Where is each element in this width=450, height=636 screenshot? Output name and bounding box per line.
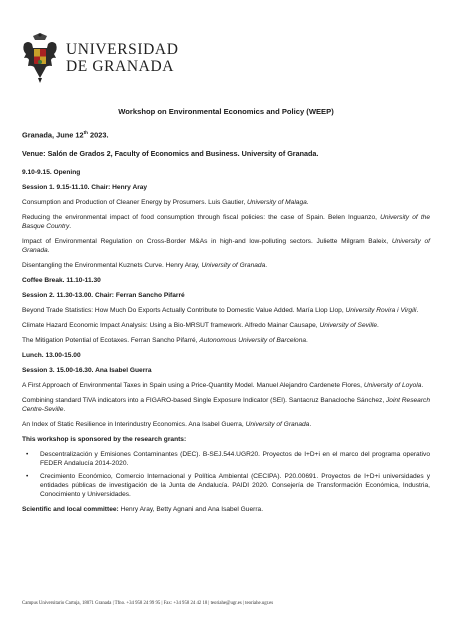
document-body: [22, 107, 430, 520]
grants-list: [22, 450, 430, 499]
sponsor-heading: This workshop is sponsored by the research grants:: [22, 436, 187, 444]
document-title: Workshop on Environmental Economics and Policy (WEEP): [118, 107, 334, 116]
talk-item: Reducing the environmental impact of food consumption through fiscal policies: the case of Spain. Belen Inguanzo, University of the Basque Country.: [22, 214, 430, 231]
committee: Scientific and local committee: Henry Aray, Betty Agnani and Ana Isabel Guerra.: [22, 506, 264, 514]
talk-item: A First Approach of Environmental Taxes in Spain using a Price-Quantity Model. Manuel Alejandro Cardenete Flores, University of Loyola.: [22, 382, 424, 390]
session-1-heading: Session 1. 9.15-11.10. Chair: Henry Aray: [22, 184, 148, 192]
talk-item: Impact of Environmental Regulation on Cross-Border M&As in high-and low-polluting sectors. Juliette Milgram Baleix, University of Granada.: [22, 238, 430, 255]
talk-item: Climate Hazard Economic Impact Analysis: Using a Bio-MRSUT framework. Alfredo Mainar Causape, University of Seville.: [22, 322, 379, 330]
venue: Venue: Salón de Grados 2, Faculty of Economics and Business. University of Granada.: [22, 149, 319, 159]
place-date: Granada, June 12th 2023.: [22, 130, 109, 140]
university-name-line1: UNIVERSIDAD: [66, 41, 179, 58]
session-3-heading: Session 3. 15.00-16.30. Ana Isabel Guerra: [22, 367, 152, 375]
talk-item: Disentangling the Environmental Kuznets Curve. Henry Aray, University of Granada.: [22, 262, 268, 270]
talk-item: Beyond Trade Statistics: How Much Do Exports Actually Contribute to Domestic Value Added. María Llop Llop, University Rovira i Virgili.: [22, 307, 419, 315]
bullet-icon: •: [26, 451, 29, 459]
talk-item: The Mitigation Potential of Ecotaxes. Ferran Sancho Pifarré, Autonomous University of Barcelona.: [22, 337, 308, 345]
grant-item: • Crecimiento Económico, Comercio Internacional y Política Ambiental (CECIPA). P20.00691. Proyectos de I+D+i universidades y entidades públicas de investigación de la Junta de Andalucía. PAIDI 2020. Consejería de Transformación Económica, Industria, Conocimiento y Universidades.: [26, 473, 430, 499]
talk-item: Consumption and Production of Cleaner Energy by Prosumers. Luis Gautier, University of Malaga.: [22, 199, 309, 207]
talk-item: An Index of Static Resilience in Interindustry Economics. Ana Isabel Guerra, University of Granada.: [22, 421, 312, 429]
footer-contact: Campus Universitario Cartuja, 18071 Granada | Tfno. +34 958 24 99 95 | Fax: +34 958 24 42 18 | teoriahe@ugr.es | teoriahe.ugr.es: [22, 601, 274, 606]
session-2-heading: Session 2. 11.30-13.00. Chair: Ferran Sancho Pifarré: [22, 292, 185, 300]
university-crest-icon: [18, 32, 62, 84]
bullet-icon: •: [26, 473, 29, 481]
grant-item: • Descentralización y Emisiones Contaminantes (DEC). B-SEJ.544.UGR20. Proyectos de I+D+i en el marco del programa operativo FEDER Andalucía 2014-2020.: [26, 451, 430, 468]
university-name-line2: DE GRANADA: [66, 58, 175, 75]
coffee-break: Coffee Break. 11.10-11.30: [22, 277, 101, 285]
lunch-break: Lunch. 13.00-15.00: [22, 352, 81, 360]
letterhead: [18, 30, 179, 86]
talk-item: Combining standard TiVA indicators into a FIGARO-based Single Exposure Indicator (SEI). Santacruz Banacloche Sánchez, Joint Research Centre-Seville.: [22, 397, 430, 414]
opening: 9.10-9.15. Opening: [22, 169, 81, 177]
